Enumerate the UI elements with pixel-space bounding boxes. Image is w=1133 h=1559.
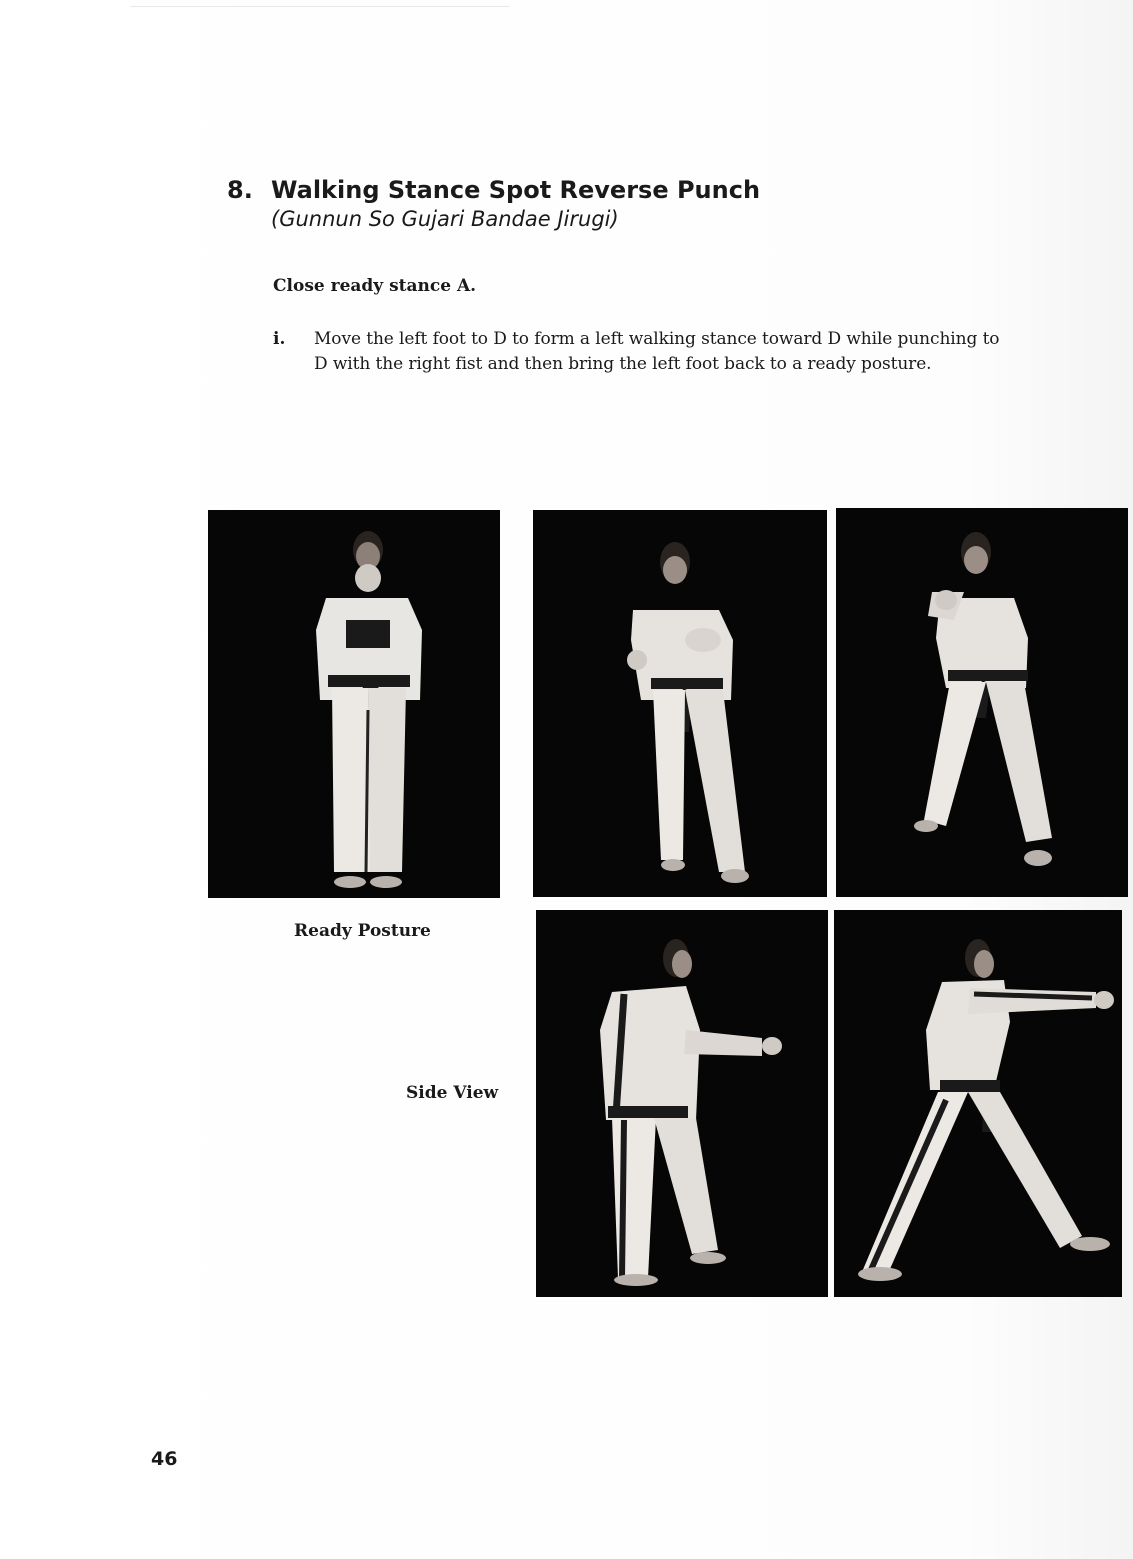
step-marker: i. xyxy=(273,329,286,349)
section-heading xyxy=(227,176,760,204)
caption-side-view: Side View xyxy=(406,1083,499,1103)
section-number: 8. xyxy=(227,176,253,204)
photo-ready-posture xyxy=(208,510,500,898)
photo-side-chamber xyxy=(536,910,828,1297)
caption-ready-posture: Ready Posture xyxy=(294,921,431,941)
page-number: 46 xyxy=(151,1448,178,1470)
section-subtitle: (Gunnun So Gujari Bandae Jirugi) xyxy=(271,207,619,231)
photo-side-punch xyxy=(834,910,1122,1297)
photo-step-front xyxy=(533,510,827,897)
section-title: Walking Stance Spot Reverse Punch xyxy=(271,176,761,204)
scan-edge-line xyxy=(130,6,510,7)
intro-instruction: Close ready stance A. xyxy=(273,276,477,296)
step-text: Move the left foot to D to form a left walking stance toward D while punching to D with the right fist and then bring the left foot back to a ready posture. xyxy=(314,329,1000,374)
photo-punch-front xyxy=(836,508,1128,897)
